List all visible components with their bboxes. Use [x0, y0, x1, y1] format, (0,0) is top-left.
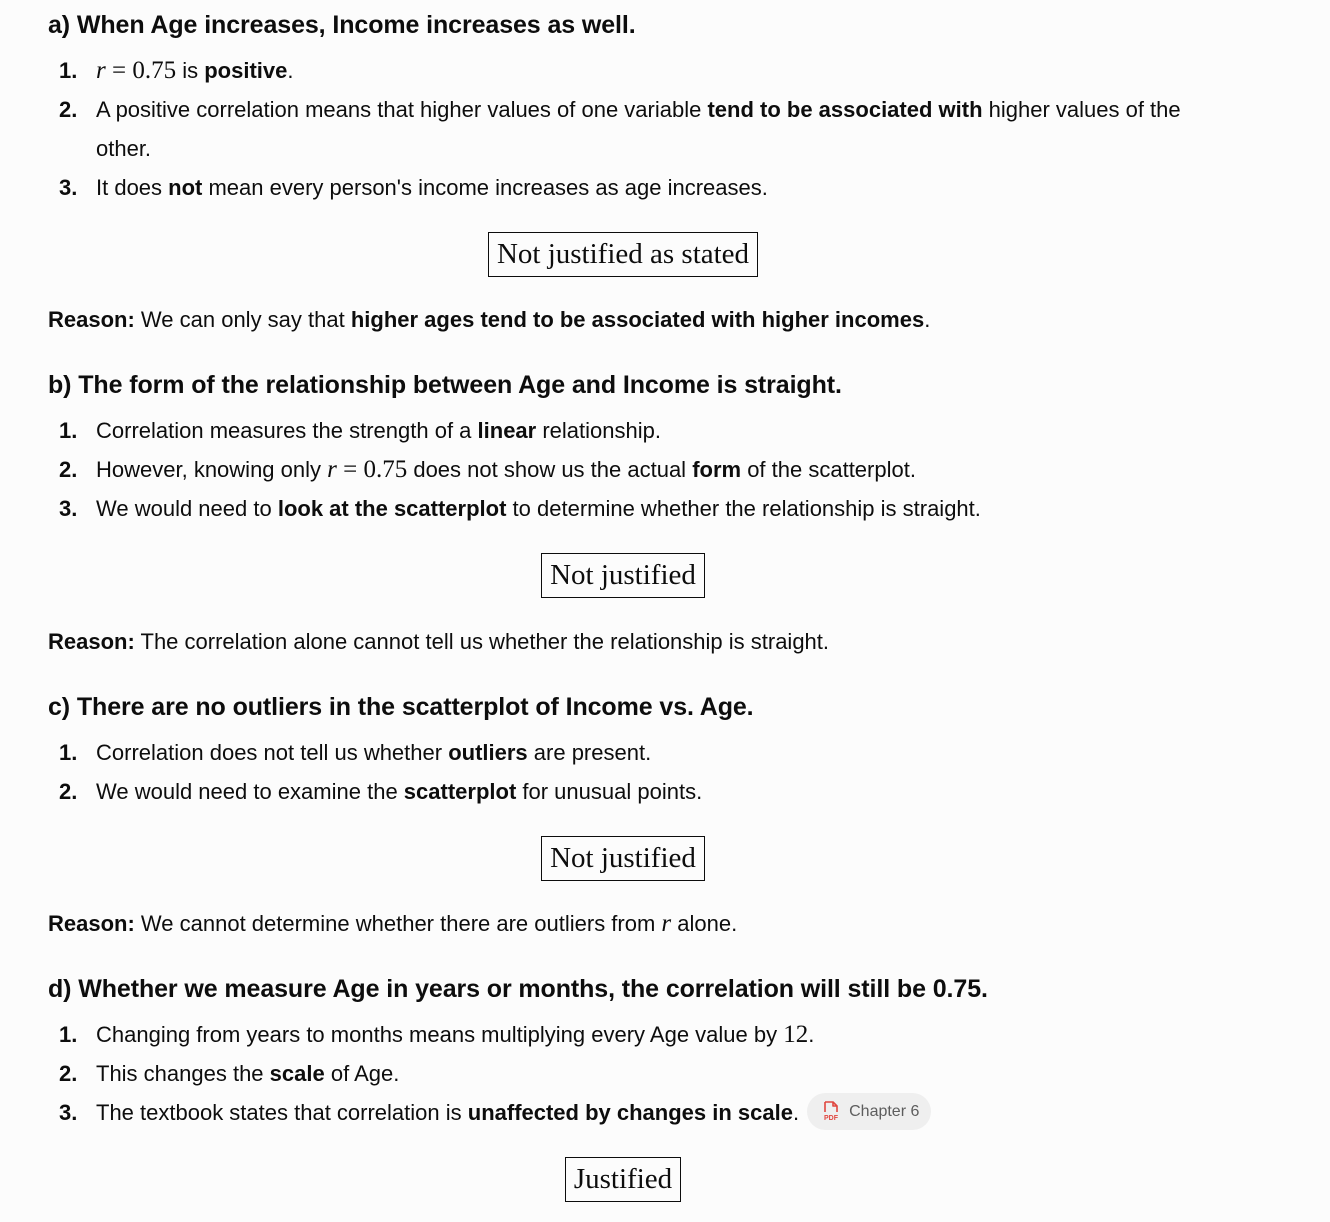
math-expression — [661, 910, 671, 937]
pdf-icon — [821, 1100, 841, 1122]
item-text: to determine whether the relationship is straight. — [506, 496, 981, 521]
item-bold: positive — [204, 58, 288, 83]
item-number: 3. — [59, 1100, 78, 1125]
item-text: A positive correlation means that higher values of one variable — [96, 97, 708, 122]
reason-c — [48, 909, 737, 939]
item-text: We would need to examine the — [96, 779, 404, 804]
section-c-heading: c) There are no outliers in the scatterplot of Income vs. Age. — [48, 693, 754, 721]
list-item — [48, 1093, 1248, 1133]
item-text: The textbook states that correlation is — [96, 1100, 468, 1125]
item-text: of the scatterplot. — [741, 457, 916, 482]
item-bold: unaffected by changes in scale — [467, 1100, 793, 1125]
verdict-d-wrap — [0, 1157, 1246, 1202]
item-number: 1. — [59, 1022, 78, 1047]
reason-text: We can only say that — [134, 307, 351, 332]
reason-text: The correlation alone cannot tell us whether the relationship is straight. — [134, 629, 830, 654]
item-text: This changes the — [96, 1061, 270, 1086]
reason-text: alone. — [671, 911, 738, 936]
verdict-b-wrap — [0, 553, 1246, 598]
item-text: . — [287, 58, 294, 83]
math-variable: r — [661, 910, 672, 937]
list-item — [48, 411, 1228, 450]
section-a-heading: a) When Age increases, Income increases as well. — [48, 11, 636, 39]
item-bold: linear — [477, 418, 537, 443]
item-text: relationship. — [536, 418, 661, 443]
reason-bold: higher ages tend to be associated with higher incomes — [350, 307, 925, 332]
item-text: . — [792, 1100, 800, 1125]
item-bold: scale — [269, 1061, 325, 1086]
verdict-box-c: Not justified — [541, 836, 705, 881]
item-text: We would need to — [96, 496, 278, 521]
item-bold: not — [168, 175, 203, 200]
item-number: 2. — [59, 97, 78, 122]
item-text: mean every person's income increases as age increases. — [202, 175, 768, 200]
item-bold: look at the scatterplot — [277, 496, 507, 521]
math-expression: 12 — [783, 1021, 809, 1048]
list-item — [48, 450, 1228, 489]
item-text: is — [176, 58, 205, 83]
list-item — [48, 168, 1188, 207]
verdict-a-wrap — [0, 232, 1246, 277]
list-item — [48, 733, 1228, 772]
item-bold: outliers — [448, 740, 528, 765]
reason-label: Reason: — [48, 629, 135, 654]
item-number: 3. — [59, 175, 78, 200]
item-text: Correlation does not tell us whether — [96, 740, 449, 765]
item-number: 2. — [59, 1061, 78, 1086]
item-number: 1. — [59, 740, 78, 765]
item-bold: form — [692, 457, 742, 482]
list-item — [48, 1054, 1248, 1093]
item-text: Correlation measures the strength of a — [96, 418, 478, 443]
item-bold: scatterplot — [403, 779, 517, 804]
pdf-icon-label: PDF — [824, 1115, 839, 1123]
math-expression: r = 0.75 — [96, 57, 177, 84]
item-text: are present. — [527, 740, 652, 765]
source-citation-label: Chapter 6 — [849, 1102, 920, 1120]
verdict-box-d: Justified — [565, 1157, 681, 1202]
item-text: of Age. — [324, 1061, 400, 1086]
item-bold: tend to be associated with — [707, 97, 983, 122]
item-text: for unusual points. — [516, 779, 703, 804]
list-item — [48, 489, 1228, 528]
list-item — [48, 1015, 1248, 1054]
verdict-box-a: Not justified as stated — [488, 232, 758, 277]
item-number: 2. — [59, 779, 78, 804]
section-d-list — [48, 1015, 1248, 1133]
section-d-heading: d) Whether we measure Age in years or months, the correlation will still be 0.75. — [48, 975, 988, 1003]
section-c-list — [48, 733, 1228, 811]
item-text: higher values of the other. — [96, 97, 1181, 161]
reason-label: Reason: — [48, 307, 135, 332]
section-b-list — [48, 411, 1228, 528]
source-citation-chip[interactable] — [807, 1093, 931, 1130]
list-item — [48, 90, 1188, 168]
item-text: Changing from years to months means multiplying every Age value by — [96, 1022, 784, 1047]
list-item — [48, 51, 1188, 90]
reason-text: . — [924, 307, 931, 332]
item-number: 1. — [59, 58, 78, 83]
item-text: does not show us the actual — [407, 457, 693, 482]
reason-a — [48, 305, 930, 335]
reason-b — [48, 627, 829, 657]
item-text: It does — [96, 175, 169, 200]
reason-text: We cannot determine whether there are outliers from — [134, 911, 662, 936]
verdict-c-wrap — [0, 836, 1246, 881]
list-item — [48, 772, 1228, 811]
math-expression: r = 0.75 — [327, 456, 408, 483]
item-number: 1. — [59, 418, 78, 443]
verdict-box-b: Not justified — [541, 553, 705, 598]
section-a-list — [48, 51, 1188, 207]
item-text: However, knowing only — [96, 457, 328, 482]
item-text: . — [808, 1022, 815, 1047]
section-b-heading: b) The form of the relationship between Age and Income is straight. — [48, 371, 842, 399]
item-number: 3. — [59, 496, 78, 521]
item-number: 2. — [59, 457, 78, 482]
reason-label: Reason: — [48, 911, 135, 936]
